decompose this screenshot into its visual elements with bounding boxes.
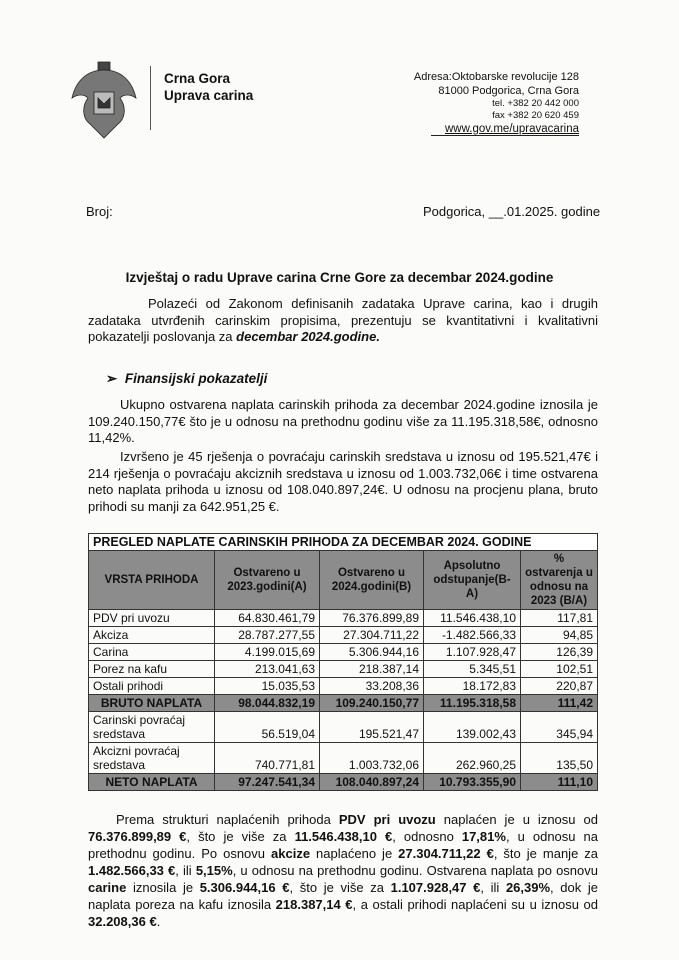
col-header: Apsolutno odstupanje(B-A) (424, 551, 521, 610)
table-row (89, 712, 598, 743)
text: , ili (480, 880, 506, 895)
emphasis-text: 27.304.711,22 € (398, 846, 494, 861)
emphasis-text: 5.306.944,16 € (199, 880, 290, 895)
text: iznosila je (126, 880, 200, 895)
cell-label: Porez na kafu (89, 661, 215, 678)
phone: tel. +382 20 442 000 (492, 98, 579, 109)
cell-value: 1.003.732,06 (320, 743, 424, 774)
cell-value: 15.035,53 (215, 678, 320, 695)
col-header: Ostvareno u 2024.godini(B) (320, 551, 424, 610)
cell-value: 5.345,51 (424, 661, 521, 678)
table-row (89, 661, 598, 678)
cell-label: BRUTO NAPLATA (89, 695, 215, 712)
cell-value: 94,85 (521, 627, 598, 644)
table-row (89, 774, 598, 791)
cell-value: 220,87 (521, 678, 598, 695)
document-title: Izvještaj o radu Uprave carina Crne Gore za decembar 2024.godine (125, 270, 554, 285)
cell-label: NETO NAPLATA (89, 774, 215, 791)
emphasis-text: 1.482.566,33 € (88, 863, 176, 878)
emphasis-text: 26,39% (505, 880, 551, 895)
cell-value: 11.546.438,10 (424, 610, 521, 627)
arrow-bullet-icon: ➢ (106, 371, 125, 386)
city: 81000 Podgorica, Crna Gora (438, 85, 579, 97)
cell-label: PDV pri uvozu (89, 610, 215, 627)
text: , dok je naplata poreza na kafu iznosila (88, 880, 599, 912)
emphasis-text: 76.376.899,89 € (88, 829, 187, 844)
emphasis-text: 32.208,36 € (88, 914, 157, 929)
cell-value: 33.208,36 (320, 678, 424, 695)
cell-label: Carinski povraćaj sredstava (89, 712, 215, 743)
table-row (89, 627, 598, 644)
document-date: Podgorica, __.01.2025. godine (423, 204, 601, 219)
intro-emphasis: decembar 2024.godine. (236, 329, 380, 344)
cell-value: 28.787.277,55 (215, 627, 320, 644)
emphasis-text: 17,81% (461, 829, 506, 844)
text: , a ostali prihodi naplaćeni su u iznosu od (352, 897, 598, 912)
cell-value: 109.240.150,77 (320, 695, 424, 712)
contact-block (414, 70, 579, 136)
intro-paragraph (88, 296, 598, 346)
cell-value: 102,51 (521, 661, 598, 678)
cell-value: 126,39 (521, 644, 598, 661)
paragraph-structure (88, 811, 598, 930)
cell-value: 218.387,14 (320, 661, 424, 678)
cell-value: 98.044.832,19 (215, 695, 320, 712)
text: , što je više za (186, 829, 295, 844)
col-header: Ostvareno u 2023.godini(A) (215, 551, 320, 610)
section-title: Finansijski pokazatelji (124, 371, 268, 386)
cell-value: 27.304.711,22 (320, 627, 424, 644)
cell-value: 117,81 (521, 610, 598, 627)
cell-value: 4.199.015,69 (215, 644, 320, 661)
org-agency: Uprava carina (164, 88, 254, 103)
cell-label: Akciza (89, 627, 215, 644)
emphasis-text: akcize (271, 846, 311, 861)
table-caption: PREGLED NAPLATE CARINSKIH PRIHODA ZA DECEMBAR 2024. GODINE (89, 534, 598, 551)
emphasis-text: 5,15% (195, 863, 233, 878)
text: naplaćen je u iznosu od (435, 812, 598, 827)
fax: fax +382 20 620 459 (492, 110, 579, 121)
cell-value: 135,50 (521, 743, 598, 774)
table-row (89, 644, 598, 661)
table-row (89, 743, 598, 774)
cell-value: 11.195.318,58 (424, 695, 521, 712)
cell-value: 213.041,63 (215, 661, 320, 678)
intro-text: Polazeći od Zakonom definisanih zadataka Uprave carina, kao i drugih zadataka utvrđenih carinskim propisima, prezentuju se kvantitativni i kvalitativni pokazatelji poslovanja za (88, 296, 598, 344)
col-header: VRSTA PRIHODA (89, 551, 215, 610)
cell-label: Carina (89, 644, 215, 661)
cell-value: 262.960,25 (424, 743, 521, 774)
table-header-row (89, 551, 598, 610)
emphasis-text: 1.107.928,47 € (390, 880, 481, 895)
table-row (89, 610, 598, 627)
cell-value: 111,42 (521, 695, 598, 712)
cell-value: 108.040.897,24 (320, 774, 424, 791)
cell-value: 76.376.899,89 (320, 610, 424, 627)
cell-value: 5.306.944,16 (320, 644, 424, 661)
paragraph-total-revenue: Ukupno ostvarena naplata carinskih prihoda za decembar 2024.godine iznosila je 109.240.150,77€ što je u odnosu na prethodnu godinu više za 11.195.318,58€, odnosno 11,42%. (88, 397, 598, 445)
text: , što je manje za (493, 846, 599, 861)
section-heading (106, 371, 267, 387)
text: , što je više za (289, 880, 391, 895)
header-divider (150, 66, 151, 130)
cell-value: 56.519,04 (215, 712, 320, 743)
emphasis-text: carine (88, 880, 127, 895)
text: Prema strukturi naplaćenih prihoda (116, 812, 339, 827)
cell-value: 1.107.928,47 (424, 644, 521, 661)
text: . (156, 914, 161, 929)
cell-value: 111,10 (521, 774, 598, 791)
cell-value: 345,94 (521, 712, 598, 743)
cell-value: 740.771,81 (215, 743, 320, 774)
emphasis-text: PDV pri uvozu (338, 812, 436, 827)
text: , u odnosu na prethodnu godinu. Po osnovu (88, 829, 599, 861)
text: , odnosno (392, 829, 462, 844)
emphasis-text: 11.546.438,10 € (294, 829, 393, 844)
organization-name (164, 70, 253, 104)
revenue-table (88, 533, 598, 791)
reference-number-label: Broj: (86, 204, 113, 219)
text: , u odnosu na prethodnu godinu. Ostvarena naplata po osnovu (232, 863, 599, 878)
cell-label: Ostali prihodi (89, 678, 215, 695)
cell-value: 64.830.461,79 (215, 610, 320, 627)
address: Adresa:Oktobarske revolucije 128 (413, 71, 579, 83)
table-row (89, 695, 598, 712)
col-header: % ostvarenja u odnosu na 2023 (B/A) (521, 551, 598, 610)
emphasis-text: 218.387,14 € (275, 897, 353, 912)
cell-value: 139.002,43 (424, 712, 521, 743)
cell-label: Akcizni povraćaj sredstava (89, 743, 215, 774)
cell-value: 18.172,83 (424, 678, 521, 695)
website-link[interactable]: www.gov.me/upravacarina (431, 123, 579, 136)
org-country: Crna Gora (164, 71, 231, 86)
cell-value: 10.793.355,90 (424, 774, 521, 791)
cell-value: 97.247.541,34 (215, 774, 320, 791)
cell-value: 195.521,47 (320, 712, 424, 743)
coat-of-arms-logo (68, 58, 140, 140)
text: , ili (175, 863, 196, 878)
text: naplaćeno je (310, 846, 399, 861)
cell-value: -1.482.566,33 (424, 627, 521, 644)
paragraph-refunds: Izvršeno je 45 rješenja o povraćaju carinskih sredstava u iznosu od 195.521,47€ i 214 rješenja o povraćaju akciznih sredstava u iznosu od 1.003.732,06€ i time ostvarena neto naplata prihoda u iznosu od 108.040.897,24€. U odnosu na procjenu plana, bruto prihodi su manji za 642.951,25 €. (88, 449, 598, 514)
table-row (89, 678, 598, 695)
